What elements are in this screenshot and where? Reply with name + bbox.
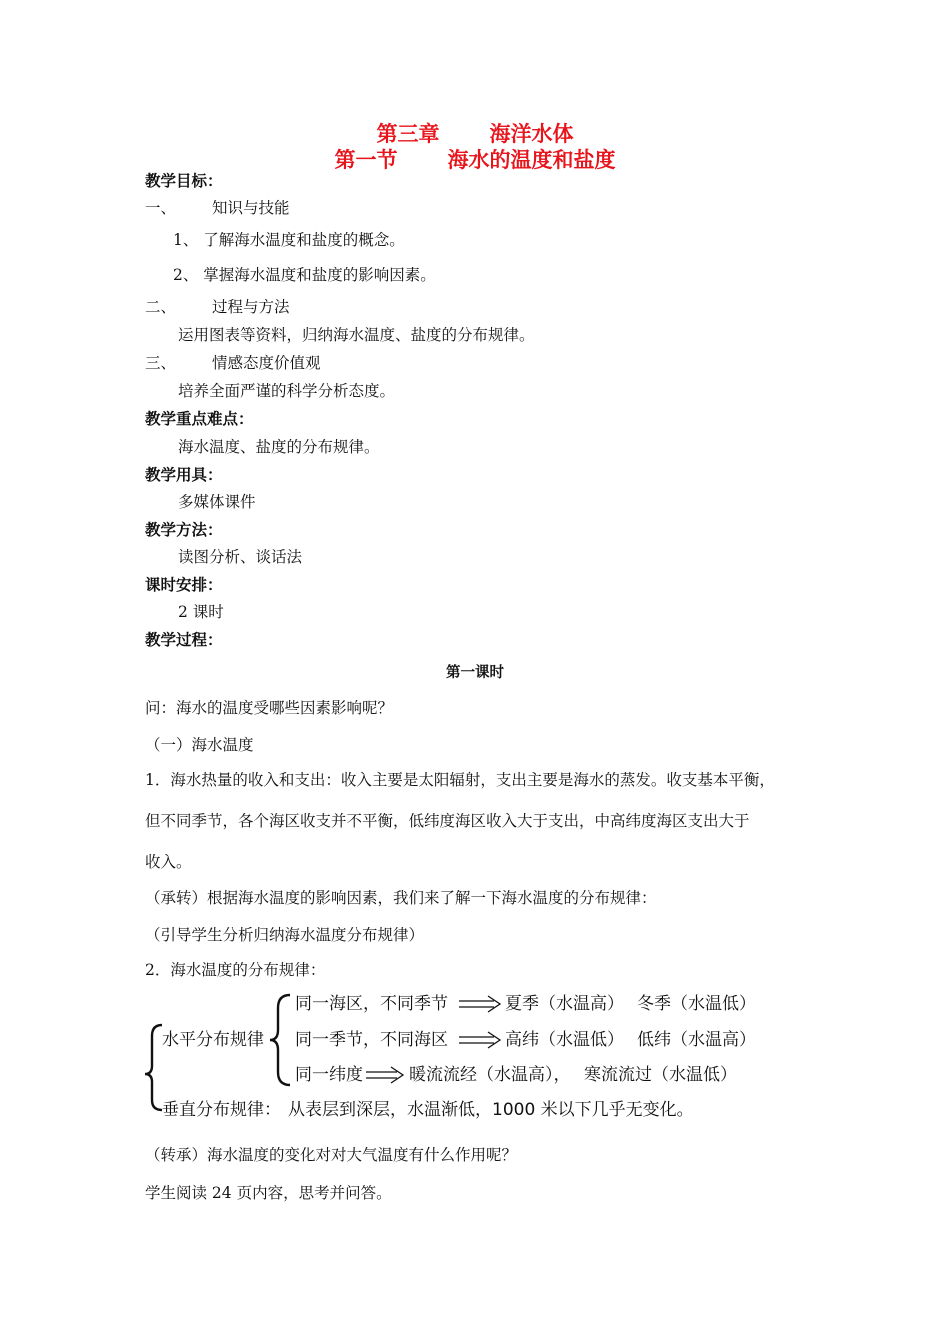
methods-heading: 教学方法： (145, 520, 223, 539)
row2-condition: 同一季节，不同海区 (295, 1030, 448, 1050)
row1-result-a: 夏季（水温高） (505, 994, 624, 1014)
vertical-distribution-text: 从表层到深层，水温渐低，1000 米以下几乎无变化。 (288, 1100, 694, 1120)
objective-num-3: 三、 (145, 354, 177, 372)
section-name: 海水的温度和盐度 (447, 148, 616, 172)
objective-label-3: 情感态度价值观 (212, 354, 321, 372)
knowledge-point-2: 2、 掌握海水温度和盐度的影响因素。 (173, 266, 436, 284)
schedule-text: 2 课时 (178, 603, 224, 621)
key-points-heading: 教学重点难点： (145, 409, 254, 428)
guide-text: （引导学生分析归纳海水温度分布规律） (145, 926, 425, 944)
row2-result-a: 高纬（水温低） (505, 1030, 624, 1050)
row1-condition: 同一海区，不同季节 (295, 994, 448, 1014)
lesson-title: 第一课时 (446, 664, 504, 681)
transition-1: （承转）根据海水温度的影响因素，我们来了解一下海水温度的分布规律： (145, 889, 657, 907)
process-text: 运用图表等资料，归纳海水温度、盐度的分布规律。 (178, 326, 535, 344)
double-arrow-icon (366, 1067, 403, 1083)
double-arrow-icon (459, 996, 500, 1012)
chapter-name: 海洋水体 (489, 122, 574, 146)
row2-result-b: 低纬（水温高） (637, 1030, 756, 1050)
objectives-heading: 教学目标： (145, 171, 223, 190)
horizontal-distribution-label: 水平分布规律 (162, 1030, 264, 1050)
row3-condition: 同一纬度 (295, 1065, 363, 1085)
emotion-text: 培养全面严谨的科学分析态度。 (178, 382, 396, 400)
lesson-question: 问：海水的温度受哪些因素影响呢？ (145, 699, 394, 717)
objective-label-1: 知识与技能 (212, 199, 290, 217)
point1-line3: 收入。 (145, 853, 192, 871)
double-arrow-icon (459, 1032, 500, 1048)
methods-text: 读图分析、谈话法 (178, 548, 303, 566)
transition-2: （转承）海水温度的变化对对大气温度有什么作用呢？ (145, 1146, 518, 1164)
row3-result-b: 寒流流过（水温低） (584, 1065, 737, 1085)
vertical-distribution-label: 垂直分布规律： (162, 1100, 281, 1120)
key-points-text: 海水温度、盐度的分布规律。 (178, 438, 380, 456)
schedule-heading: 课时安排： (145, 575, 223, 594)
tools-heading: 教学用具： (145, 465, 223, 484)
knowledge-point-1: 1、 了解海水温度和盐度的概念。 (173, 231, 405, 249)
point1-line2: 但不同季节，各个海区收支并不平衡，低纬度海区收入大于支出，中高纬度海区支出大于 (145, 812, 750, 830)
objective-num-2: 二、 (145, 298, 177, 316)
row1-result-b: 冬季（水温低） (637, 994, 756, 1014)
point2-heading: 2．海水温度的分布规律： (145, 961, 326, 979)
chapter-number: 第三章 (376, 122, 440, 146)
process-heading: 教学过程： (145, 630, 223, 649)
section-ocean-temperature: （一）海水温度 (145, 736, 254, 754)
section-number: 第一节 (334, 148, 398, 172)
objective-label-2: 过程与方法 (212, 298, 290, 316)
row3-result-a: 暖流流经（水温高）， (409, 1065, 571, 1085)
inner-brace (270, 995, 290, 1085)
tools-text: 多媒体课件 (178, 493, 256, 511)
point1-line1: 1．海水热量的收入和支出：收入主要是太阳辐射，支出主要是海水的蒸发。收支基本平衡， (145, 771, 775, 789)
objective-num-1: 一、 (145, 199, 177, 217)
reading-instruction: 学生阅读 24 页内容，思考并问答。 (145, 1184, 392, 1202)
outer-brace (145, 1025, 162, 1110)
